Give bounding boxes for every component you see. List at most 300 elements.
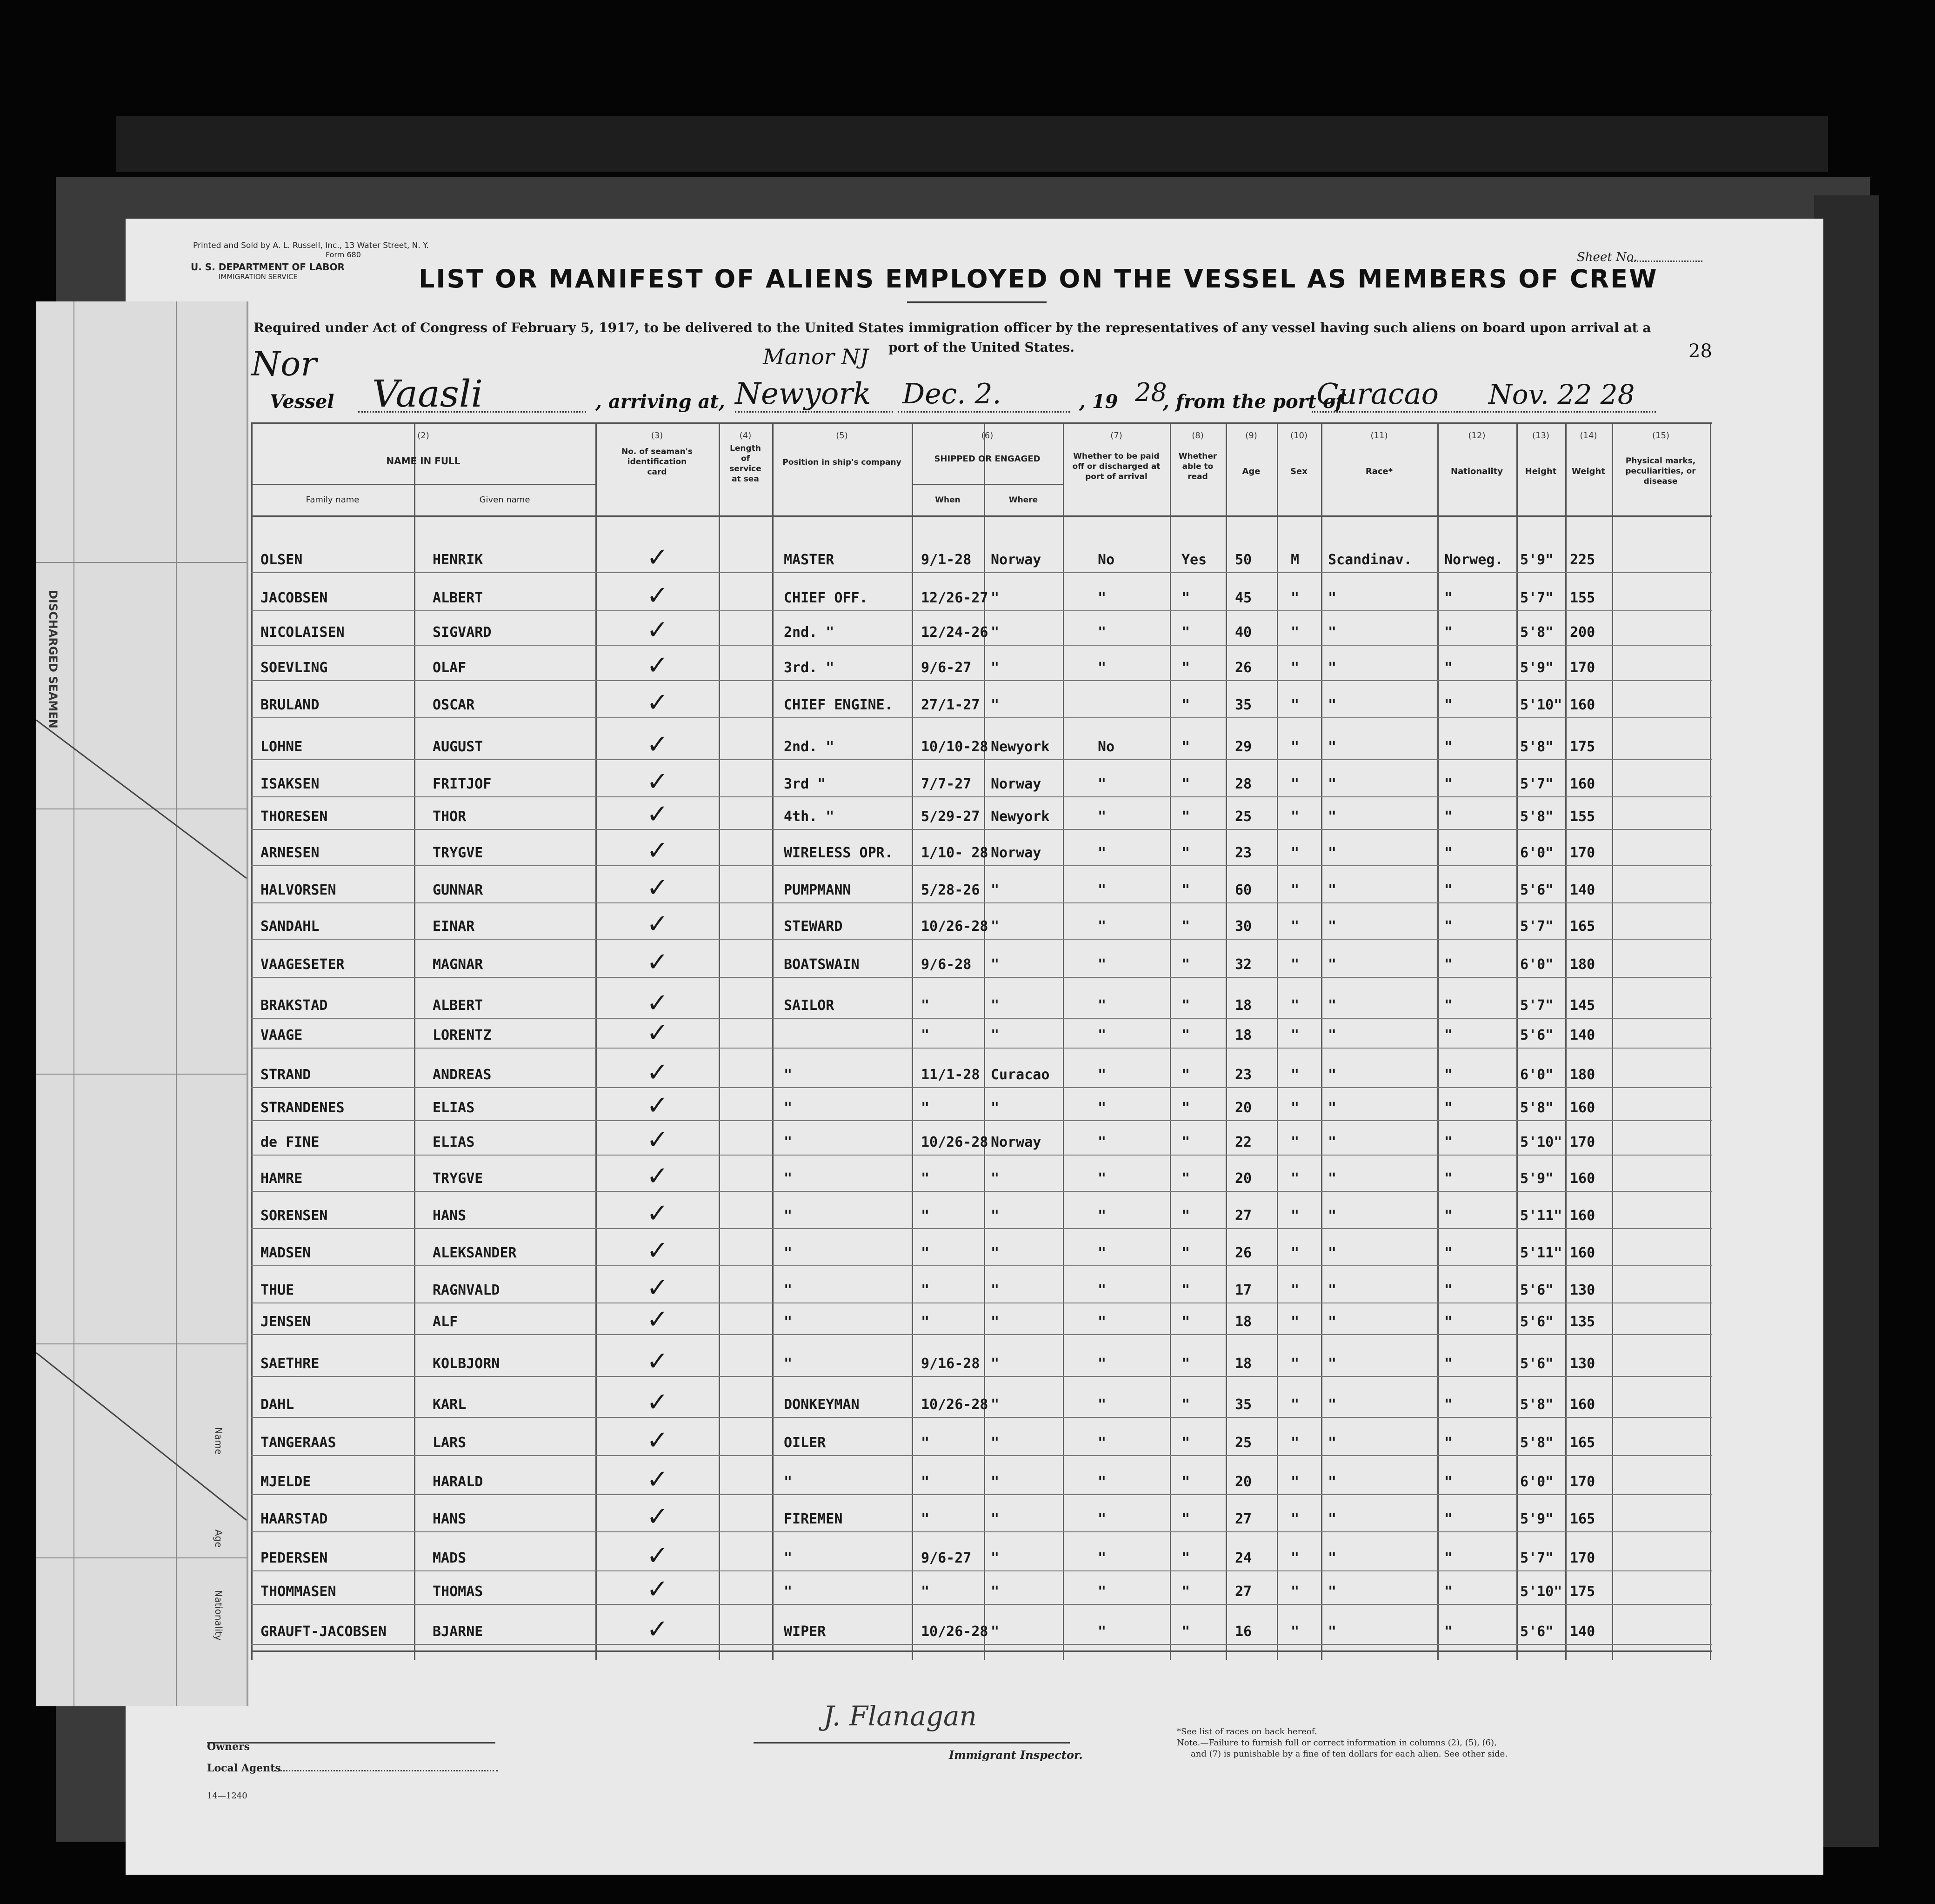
able-to-read-cell: " bbox=[1181, 1474, 1190, 1490]
able-to-read-cell: " bbox=[1181, 1134, 1190, 1150]
able-to-read-cell: " bbox=[1181, 1550, 1190, 1566]
position-cell: STEWARD bbox=[784, 918, 843, 935]
shipped-when-cell: 7/7-27 bbox=[921, 776, 972, 792]
weight-cell: 170 bbox=[1570, 1134, 1595, 1150]
able-to-read-cell: " bbox=[1181, 1170, 1190, 1187]
family-name-cell: de FINE bbox=[260, 1134, 320, 1150]
check-mark: ✓ bbox=[647, 988, 668, 1018]
col-num-11: (11) bbox=[1370, 431, 1388, 441]
position-cell: OILER bbox=[784, 1435, 826, 1451]
weight-cell: 160 bbox=[1570, 697, 1595, 713]
given-name-cell: AUGUST bbox=[433, 739, 483, 755]
page-number: 28 bbox=[1688, 341, 1712, 362]
shipped-where-cell: " bbox=[991, 590, 1000, 606]
age-cell: 18 bbox=[1235, 1314, 1252, 1330]
sex-cell: " bbox=[1291, 997, 1300, 1014]
form-number: Form 680 bbox=[326, 250, 361, 259]
nationality-cell: " bbox=[1444, 624, 1453, 641]
paid-off-cell: " bbox=[1098, 1396, 1107, 1413]
departure-date: Nov. 22 28 bbox=[1488, 379, 1635, 410]
sex-cell: " bbox=[1291, 1282, 1300, 1298]
col-rule-9 bbox=[1277, 422, 1278, 1660]
height-cell: 5'8" bbox=[1520, 808, 1554, 825]
family-name-cell: GRAUFT-JACOBSEN bbox=[260, 1623, 387, 1640]
weight-cell: 140 bbox=[1570, 882, 1595, 898]
col-rule-12 bbox=[1516, 422, 1518, 1660]
position-cell: " bbox=[784, 1356, 793, 1372]
row-rule bbox=[251, 1494, 1712, 1495]
paid-off-cell: " bbox=[1098, 1027, 1107, 1043]
sex-cell: " bbox=[1291, 808, 1300, 825]
able-to-read-cell: " bbox=[1181, 808, 1190, 825]
age-cell: 35 bbox=[1235, 697, 1252, 713]
shipped-where-cell: " bbox=[991, 624, 1000, 641]
nationality-cell: " bbox=[1444, 1245, 1453, 1261]
check-mark: ✓ bbox=[647, 1090, 668, 1121]
weight-cell: 170 bbox=[1570, 660, 1595, 676]
height-cell: 5'6" bbox=[1520, 1314, 1554, 1330]
row-rule bbox=[251, 796, 1712, 797]
age-cell: 20 bbox=[1235, 1100, 1252, 1116]
sex-cell: " bbox=[1291, 1245, 1300, 1261]
col-rule-6a bbox=[984, 422, 985, 1660]
shipped-when-cell: 5/28-26 bbox=[921, 882, 980, 898]
col-num-2: (2) bbox=[417, 431, 429, 441]
family-name-cell: VAAGE bbox=[260, 1027, 303, 1043]
able-to-read-cell: " bbox=[1181, 697, 1190, 713]
able-to-read-cell: " bbox=[1181, 590, 1190, 606]
height-cell: 5'8" bbox=[1520, 1435, 1554, 1451]
age-cell: 45 bbox=[1235, 590, 1252, 606]
shipped-when-cell: " bbox=[921, 1100, 930, 1116]
race-cell: " bbox=[1328, 1208, 1337, 1224]
check-mark: ✓ bbox=[647, 1346, 668, 1376]
col-header-family: Family name bbox=[306, 495, 360, 505]
row-rule bbox=[251, 1018, 1712, 1019]
height-cell: 6'0" bbox=[1520, 956, 1554, 973]
race-cell: " bbox=[1328, 1623, 1337, 1640]
age-cell: 27 bbox=[1235, 1511, 1252, 1527]
sex-cell: " bbox=[1291, 1583, 1300, 1600]
nationality-cell: " bbox=[1444, 697, 1453, 713]
family-name-cell: HALVORSEN bbox=[260, 882, 336, 898]
col-rule-5 bbox=[912, 422, 913, 1660]
col-header-nationality: Nationality bbox=[1451, 467, 1503, 476]
sex-cell: " bbox=[1291, 1435, 1300, 1451]
col-num-13: (13) bbox=[1532, 431, 1549, 441]
check-mark: ✓ bbox=[647, 1464, 668, 1495]
nationality-cell: " bbox=[1444, 845, 1453, 861]
sex-cell: " bbox=[1291, 624, 1300, 641]
arriving-port: Newyork bbox=[735, 377, 871, 411]
nationality-cell: " bbox=[1444, 1100, 1453, 1116]
position-cell: MASTER bbox=[784, 552, 834, 568]
able-to-read-cell: " bbox=[1181, 1245, 1190, 1261]
given-name-cell: EINAR bbox=[433, 918, 475, 935]
paid-off-cell: " bbox=[1098, 1623, 1107, 1640]
race-cell: " bbox=[1328, 1067, 1337, 1083]
position-cell: SAILOR bbox=[784, 997, 834, 1014]
from-underline bbox=[1312, 411, 1656, 413]
able-to-read-cell: " bbox=[1181, 776, 1190, 792]
age-cell: 18 bbox=[1235, 997, 1252, 1014]
race-cell: " bbox=[1328, 1134, 1337, 1150]
local-agents-label: Local Agents bbox=[207, 1762, 281, 1774]
row-rule bbox=[251, 939, 1712, 940]
sex-cell: " bbox=[1291, 956, 1300, 973]
age-cell: 25 bbox=[1235, 1435, 1252, 1451]
position-cell: " bbox=[784, 1134, 793, 1150]
inspector-signature: J. Flanagan bbox=[823, 1700, 977, 1732]
position-cell: WIPER bbox=[784, 1623, 826, 1640]
row-rule bbox=[251, 1604, 1712, 1605]
height-cell: 5'9" bbox=[1520, 1170, 1554, 1187]
race-cell: " bbox=[1328, 624, 1337, 641]
col-rule-6b bbox=[1063, 422, 1064, 1660]
able-to-read-cell: " bbox=[1181, 1100, 1190, 1116]
paid-off-cell: " bbox=[1098, 1208, 1107, 1224]
nationality-cell: " bbox=[1444, 1356, 1453, 1372]
height-cell: 5'7" bbox=[1520, 997, 1554, 1014]
local-agents-line bbox=[274, 1770, 498, 1771]
name-subrule bbox=[251, 484, 595, 485]
nationality-cell: " bbox=[1444, 1027, 1453, 1043]
col-rule-11 bbox=[1437, 422, 1439, 1660]
family-name-cell: HAARSTAD bbox=[260, 1511, 328, 1527]
nationality-cell: " bbox=[1444, 918, 1453, 935]
row-rule bbox=[251, 572, 1712, 573]
position-cell: 4th. " bbox=[784, 808, 834, 825]
inspector-label: Immigrant Inspector. bbox=[949, 1748, 1083, 1762]
sheet-no-label: Sheet No. bbox=[1577, 250, 1638, 264]
row-rule bbox=[251, 1644, 1712, 1645]
weight-cell: 160 bbox=[1570, 776, 1595, 792]
age-cell: 16 bbox=[1235, 1623, 1252, 1640]
col-num-4: (4) bbox=[739, 431, 752, 441]
date-underline bbox=[898, 411, 1070, 413]
nationality-cell: " bbox=[1444, 1282, 1453, 1298]
paid-off-cell: " bbox=[1098, 590, 1107, 606]
given-name-cell: KARL bbox=[433, 1396, 467, 1413]
given-name-cell: RAGNVALD bbox=[433, 1282, 500, 1298]
race-cell: " bbox=[1328, 1474, 1337, 1490]
paid-off-cell: " bbox=[1098, 624, 1107, 641]
weight-cell: 170 bbox=[1570, 845, 1595, 861]
shipped-when-cell: 11/1-28 bbox=[921, 1067, 980, 1083]
sex-cell: " bbox=[1291, 882, 1300, 898]
sex-cell: " bbox=[1291, 918, 1300, 935]
sex-cell: " bbox=[1291, 1027, 1300, 1043]
age-cell: 17 bbox=[1235, 1282, 1252, 1298]
family-name-cell: THUE bbox=[260, 1282, 294, 1298]
race-cell: " bbox=[1328, 1027, 1337, 1043]
height-cell: 6'0" bbox=[1520, 845, 1554, 861]
race-cell: Scandinav. bbox=[1328, 552, 1412, 568]
nationality-cell: " bbox=[1444, 1396, 1453, 1413]
nationality-cell: " bbox=[1444, 1208, 1453, 1224]
shipped-when-cell: 27/1-27 bbox=[921, 697, 980, 713]
col-header-paid-off: Whether to be paid off or discharged at port of arrival bbox=[1072, 452, 1161, 481]
shipped-when-cell: " bbox=[921, 1245, 930, 1261]
sex-cell: " bbox=[1291, 1067, 1300, 1083]
height-cell: 5'7" bbox=[1520, 776, 1554, 792]
given-name-cell: HENRIK bbox=[433, 552, 483, 568]
flap-title: DISCHARGED SEAMEN bbox=[47, 590, 60, 728]
height-cell: 5'8" bbox=[1520, 1396, 1554, 1413]
able-to-read-cell: " bbox=[1181, 997, 1190, 1014]
col-header-shipped: SHIPPED OR ENGAGED bbox=[934, 454, 1041, 464]
weight-cell: 140 bbox=[1570, 1027, 1595, 1043]
row-rule bbox=[251, 717, 1712, 718]
weight-cell: 155 bbox=[1570, 808, 1595, 825]
weight-cell: 175 bbox=[1570, 1583, 1595, 1600]
check-mark: ✓ bbox=[647, 688, 668, 718]
paid-off-cell: " bbox=[1098, 1282, 1107, 1298]
discharged-seamen-flap bbox=[36, 301, 248, 1706]
paid-off-cell: " bbox=[1098, 776, 1107, 792]
shipped-where-cell: Curacao bbox=[991, 1067, 1050, 1083]
check-mark: ✓ bbox=[647, 1425, 668, 1456]
given-name-cell: TRYGVE bbox=[433, 845, 483, 861]
col-num-15: (15) bbox=[1652, 431, 1669, 441]
height-cell: 5'7" bbox=[1520, 590, 1554, 606]
weight-cell: 160 bbox=[1570, 1208, 1595, 1224]
age-cell: 18 bbox=[1235, 1027, 1252, 1043]
height-cell: 5'11" bbox=[1520, 1245, 1562, 1261]
position-cell: CHIEF OFF. bbox=[784, 590, 868, 606]
col-num-9: (9) bbox=[1245, 431, 1257, 441]
position-cell: " bbox=[784, 1100, 793, 1116]
race-cell: " bbox=[1328, 1511, 1337, 1527]
shipped-when-cell: " bbox=[921, 1170, 930, 1187]
shipped-where-cell: " bbox=[991, 918, 1000, 935]
flap-age-label: Age bbox=[213, 1530, 224, 1548]
col-header-sex: Sex bbox=[1290, 467, 1308, 476]
sex-cell: " bbox=[1291, 1314, 1300, 1330]
given-name-cell: THOMAS bbox=[433, 1583, 483, 1600]
shipped-where-cell: " bbox=[991, 882, 1000, 898]
shipped-when-cell: 12/26-27 bbox=[921, 590, 988, 606]
able-to-read-cell: " bbox=[1181, 918, 1190, 935]
given-name-cell: HANS bbox=[433, 1208, 467, 1224]
nationality-cell: " bbox=[1444, 997, 1453, 1014]
arriving-underline bbox=[735, 411, 893, 413]
height-cell: 5'6" bbox=[1520, 1623, 1554, 1640]
given-name-cell: OLAF bbox=[433, 660, 467, 676]
height-cell: 5'10" bbox=[1520, 1134, 1562, 1150]
nationality-cell: " bbox=[1444, 1067, 1453, 1083]
sex-cell: " bbox=[1291, 590, 1300, 606]
vessel-label: Vessel bbox=[270, 391, 334, 413]
age-cell: 50 bbox=[1235, 552, 1252, 568]
shipped-when-cell: 9/6-27 bbox=[921, 660, 972, 676]
check-mark: ✓ bbox=[647, 1304, 668, 1335]
family-name-cell: THOMMASEN bbox=[260, 1583, 336, 1600]
note-line-1: Note.—Failure to furnish full or correct information in columns (2), (5), (6), bbox=[1177, 1738, 1497, 1748]
position-cell: " bbox=[784, 1583, 793, 1600]
family-name-cell: MADSEN bbox=[260, 1245, 311, 1261]
able-to-read-cell: " bbox=[1181, 1314, 1190, 1330]
check-mark: ✓ bbox=[647, 767, 668, 797]
position-cell: 2nd. " bbox=[784, 624, 834, 641]
given-name-cell: ALF bbox=[433, 1314, 458, 1330]
col-rule-8 bbox=[1226, 422, 1227, 1660]
col-num-3: (3) bbox=[651, 431, 663, 441]
weight-cell: 130 bbox=[1570, 1282, 1595, 1298]
able-to-read-cell: " bbox=[1181, 1435, 1190, 1451]
shipped-where-cell: " bbox=[991, 660, 1000, 676]
age-cell: 35 bbox=[1235, 1396, 1252, 1413]
table-top-rule bbox=[251, 422, 1712, 424]
race-cell: " bbox=[1328, 1435, 1337, 1451]
height-cell: 5'9" bbox=[1520, 660, 1554, 676]
able-to-read-cell: " bbox=[1181, 1583, 1190, 1600]
able-to-read-cell: Yes bbox=[1181, 552, 1207, 568]
family-name-cell: STRANDENES bbox=[260, 1100, 345, 1116]
weight-cell: 160 bbox=[1570, 1245, 1595, 1261]
col-num-6: (6) bbox=[981, 431, 994, 441]
family-name-cell: OLSEN bbox=[260, 552, 303, 568]
position-cell: 3rd " bbox=[784, 776, 826, 792]
weight-cell: 165 bbox=[1570, 1435, 1595, 1451]
col-header-given: Given name bbox=[479, 495, 530, 505]
shipped-where-cell: Norway bbox=[991, 1134, 1041, 1150]
able-to-read-cell: " bbox=[1181, 1067, 1190, 1083]
weight-cell: 170 bbox=[1570, 1550, 1595, 1566]
position-cell: PUMPMANN bbox=[784, 882, 851, 898]
weight-cell: 225 bbox=[1570, 552, 1595, 568]
nationality-cell: " bbox=[1444, 739, 1453, 755]
given-name-cell: ALBERT bbox=[433, 590, 483, 606]
vessel-underline bbox=[358, 411, 586, 413]
nationality-cell: " bbox=[1444, 1511, 1453, 1527]
race-cell: " bbox=[1328, 997, 1337, 1014]
row-rule bbox=[251, 1376, 1712, 1377]
row-rule bbox=[251, 1570, 1712, 1571]
nationality-cell: " bbox=[1444, 1623, 1453, 1640]
weight-cell: 180 bbox=[1570, 956, 1595, 973]
age-cell: 60 bbox=[1235, 882, 1252, 898]
family-name-cell: BRAKSTAD bbox=[260, 997, 328, 1014]
col-rule-7 bbox=[1170, 422, 1171, 1660]
age-cell: 40 bbox=[1235, 624, 1252, 641]
age-cell: 29 bbox=[1235, 739, 1252, 755]
sex-cell: " bbox=[1291, 1511, 1300, 1527]
position-cell: DONKEYMAN bbox=[784, 1396, 860, 1413]
given-name-cell: ALBERT bbox=[433, 997, 483, 1014]
background-page-edge bbox=[116, 116, 1828, 172]
col-header-when: When bbox=[935, 495, 961, 505]
col-rule-10 bbox=[1321, 422, 1322, 1660]
nationality-cell: " bbox=[1444, 808, 1453, 825]
shipped-where-cell: " bbox=[991, 997, 1000, 1014]
weight-cell: 135 bbox=[1570, 1314, 1595, 1330]
shipped-where-cell: " bbox=[991, 1100, 1000, 1116]
race-cell: " bbox=[1328, 590, 1337, 606]
check-mark: ✓ bbox=[647, 1161, 668, 1191]
paid-off-cell: " bbox=[1098, 1134, 1107, 1150]
given-name-cell: ANDREAS bbox=[433, 1067, 492, 1083]
age-cell: 20 bbox=[1235, 1474, 1252, 1490]
shipped-when-cell: " bbox=[921, 997, 930, 1014]
shipped-where-cell: Newyork bbox=[991, 739, 1050, 755]
given-name-cell: LORENTZ bbox=[433, 1027, 492, 1043]
given-name-cell: ELIAS bbox=[433, 1134, 475, 1150]
age-cell: 27 bbox=[1235, 1583, 1252, 1600]
weight-cell: 155 bbox=[1570, 590, 1595, 606]
col-rule-15 bbox=[1710, 422, 1711, 1660]
race-cell: " bbox=[1328, 845, 1337, 861]
race-cell: " bbox=[1328, 660, 1337, 676]
check-mark: ✓ bbox=[647, 615, 668, 645]
sex-cell: " bbox=[1291, 776, 1300, 792]
able-to-read-cell: " bbox=[1181, 1396, 1190, 1413]
paid-off-cell: " bbox=[1098, 1583, 1107, 1600]
shipped-where-cell: " bbox=[991, 1474, 1000, 1490]
position-cell: " bbox=[784, 1282, 793, 1298]
shipped-when-cell: 10/26-28 bbox=[921, 918, 988, 935]
nationality-cell: " bbox=[1444, 660, 1453, 676]
check-mark: ✓ bbox=[647, 1236, 668, 1266]
shipped-where-cell: " bbox=[991, 1583, 1000, 1600]
weight-cell: 165 bbox=[1570, 918, 1595, 935]
shipped-when-cell: " bbox=[921, 1208, 930, 1224]
given-name-cell: HARALD bbox=[433, 1474, 483, 1490]
height-cell: 5'6" bbox=[1520, 1027, 1554, 1043]
nationality-cell: " bbox=[1444, 1435, 1453, 1451]
shipped-when-cell: 10/10-28 bbox=[921, 739, 988, 755]
height-cell: 5'7" bbox=[1520, 918, 1554, 935]
given-name-cell: MAGNAR bbox=[433, 956, 483, 973]
vessel-name: Vaasli bbox=[372, 372, 483, 415]
given-name-cell: THOR bbox=[433, 808, 467, 825]
shipped-where-cell: Norway bbox=[991, 845, 1041, 861]
sex-cell: " bbox=[1291, 1134, 1300, 1150]
check-mark: ✓ bbox=[647, 1502, 668, 1532]
sex-cell: " bbox=[1291, 845, 1300, 861]
able-to-read-cell: " bbox=[1181, 1356, 1190, 1372]
shipped-when-cell: 10/26-28 bbox=[921, 1623, 988, 1640]
signature-line bbox=[754, 1742, 1070, 1744]
check-mark: ✓ bbox=[647, 650, 668, 681]
race-cell: " bbox=[1328, 956, 1337, 973]
check-mark: ✓ bbox=[647, 799, 668, 829]
nationality-cell: " bbox=[1444, 1170, 1453, 1187]
age-cell: 26 bbox=[1235, 660, 1252, 676]
paid-off-cell: " bbox=[1098, 1550, 1107, 1566]
row-rule bbox=[251, 865, 1712, 866]
shipped-where-cell: " bbox=[991, 1208, 1000, 1224]
nationality-cell: " bbox=[1444, 1134, 1453, 1150]
check-mark: ✓ bbox=[647, 581, 668, 611]
sex-cell: " bbox=[1291, 1623, 1300, 1640]
family-name-cell: ARNESEN bbox=[260, 845, 320, 861]
given-name-cell: ALEKSANDER bbox=[433, 1245, 517, 1261]
race-cell: " bbox=[1328, 918, 1337, 935]
family-name-cell: ISAKSEN bbox=[260, 776, 320, 792]
race-cell: " bbox=[1328, 776, 1337, 792]
shipped-where-cell: " bbox=[991, 1623, 1000, 1640]
check-mark: ✓ bbox=[647, 1541, 668, 1571]
given-name-cell: TRYGVE bbox=[433, 1170, 483, 1187]
row-rule bbox=[251, 1334, 1712, 1335]
height-cell: 5'9" bbox=[1520, 552, 1554, 568]
row-rule bbox=[251, 1087, 1712, 1088]
able-to-read-cell: " bbox=[1181, 1208, 1190, 1224]
col-rule-family bbox=[414, 422, 415, 1660]
shipped-when-cell: 1/10- 28 bbox=[921, 845, 988, 861]
shipped-where-cell: Newyork bbox=[991, 808, 1050, 825]
